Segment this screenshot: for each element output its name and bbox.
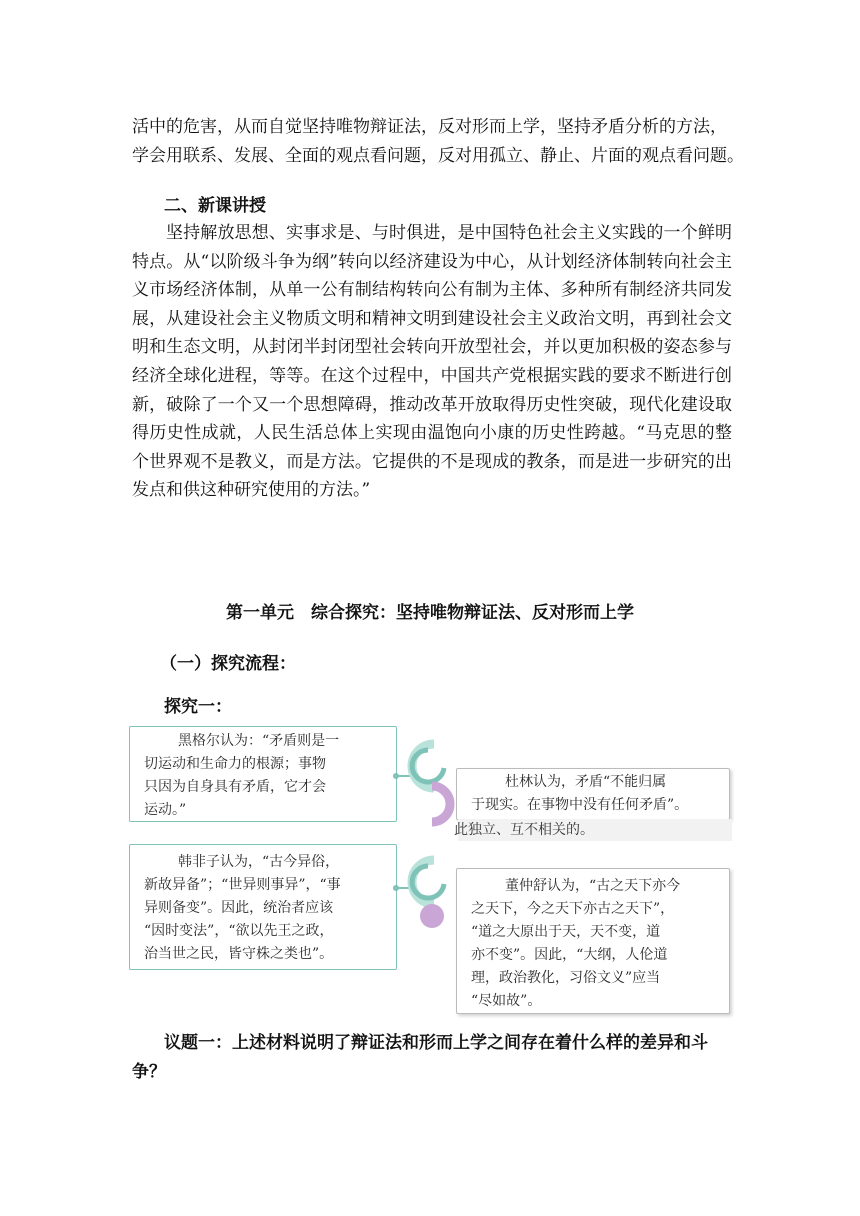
flow-heading: （一）探究流程： — [160, 654, 296, 674]
hegel-line-4: 运动。” — [144, 802, 187, 818]
intro-line-1: 活中的危害，从而自觉坚持唯物辩证法，反对形而上学，坚持矛盾分析的方法， — [132, 117, 727, 137]
topic-line-2: 争？ — [132, 1062, 166, 1082]
hanfei-line-1: 韩非子认为，“古今异俗， — [178, 854, 340, 870]
dulin-line-1: 杜林认为，矛盾“不能归属 — [505, 774, 667, 790]
dong-line-1: 董仲舒认为，“古之天下亦今 — [505, 878, 681, 894]
section-heading: 二、新课讲授 — [164, 196, 266, 216]
dong-line-4: 亦不变”。因此，“大纲，人伦道 — [471, 947, 668, 963]
topic-line-1: 议题一：上述材料说明了辩证法和形而上学之间存在着什么样的差异和斗 — [164, 1033, 708, 1053]
hanfei-box — [129, 844, 397, 970]
hegel-box — [129, 726, 397, 822]
dong-box — [456, 868, 730, 1014]
dulin-line-2: 于现实。在事物中没有任何矛盾”。 — [471, 797, 689, 813]
comparison-figure — [126, 722, 732, 1014]
explore-label: 探究一： — [164, 697, 232, 717]
dong-line-3: “道之大原出于天，天不变，道 — [471, 924, 661, 940]
intro-line-2: 学会用联系、发展、全面的观点看问题，反对用孤立、静止、片面的观点看问题。 — [132, 146, 744, 166]
hanfei-line-4: “因时变法”，“欲以先王之政， — [144, 923, 334, 939]
hegel-line-2: 切运动和生命力的根源；事物 — [144, 756, 326, 772]
dulin-tail-text: 此独立、互不相关的。 — [454, 822, 594, 838]
dong-line-2: 之天下，今之天下亦古之天下”， — [471, 901, 675, 917]
dulin-tail — [454, 819, 732, 841]
hanfei-line-2: 新故异备”；“世异则事异”，“事 — [144, 877, 341, 893]
dulin-box — [456, 768, 730, 820]
hanfei-line-3: 异则备变”。因此，统治者应该 — [144, 900, 334, 916]
hanfei-line-5: 治当世之民，皆守株之类也”。 — [144, 946, 334, 962]
section-paragraph: 坚持解放思想、实事求是、与时俱进，是中国特色社会主义实践的一个鲜明特点。从“以阶级斗争为纲”转向以经济建设为中心，从计划经济体制转向社会主义市场经济体制，从单一公有制结构转向公有制为主体、多种所有制经济共同发展，从建设社会主义物质文明和精神文明到建设社会主义政治文明，再到社会文明和生态文明，从封闭半封闭型社会转向开放型社会，并以更加积极的姿态参与经济全球化进程，等等。在这个过程中，中国共产党根据实践的要求不断进行创新，破除了一个又一个思想障碍，推动改革开放取得历史性突破，现代化建设取得历史性成就，人民生活总体上实现由温饱向小康的历史性跨越。“马克思的整个世界观不是教义，而是方法。它提供的不是现成的教条，而是进一步研究的出发点和供这种研究使用的方法。” — [132, 223, 732, 501]
dong-line-5: 理，政治教化，习俗文义”应当 — [471, 970, 661, 986]
dong-line-6: “尽如故”。 — [471, 993, 542, 1009]
unit-title: 第一单元 综合探究：坚持唯物辩证法、反对形而上学 — [226, 603, 634, 623]
hegel-line-3: 只因为自身具有矛盾，它才会 — [144, 779, 326, 795]
hegel-line-1: 黑格尔认为：“矛盾则是一 — [178, 733, 340, 749]
